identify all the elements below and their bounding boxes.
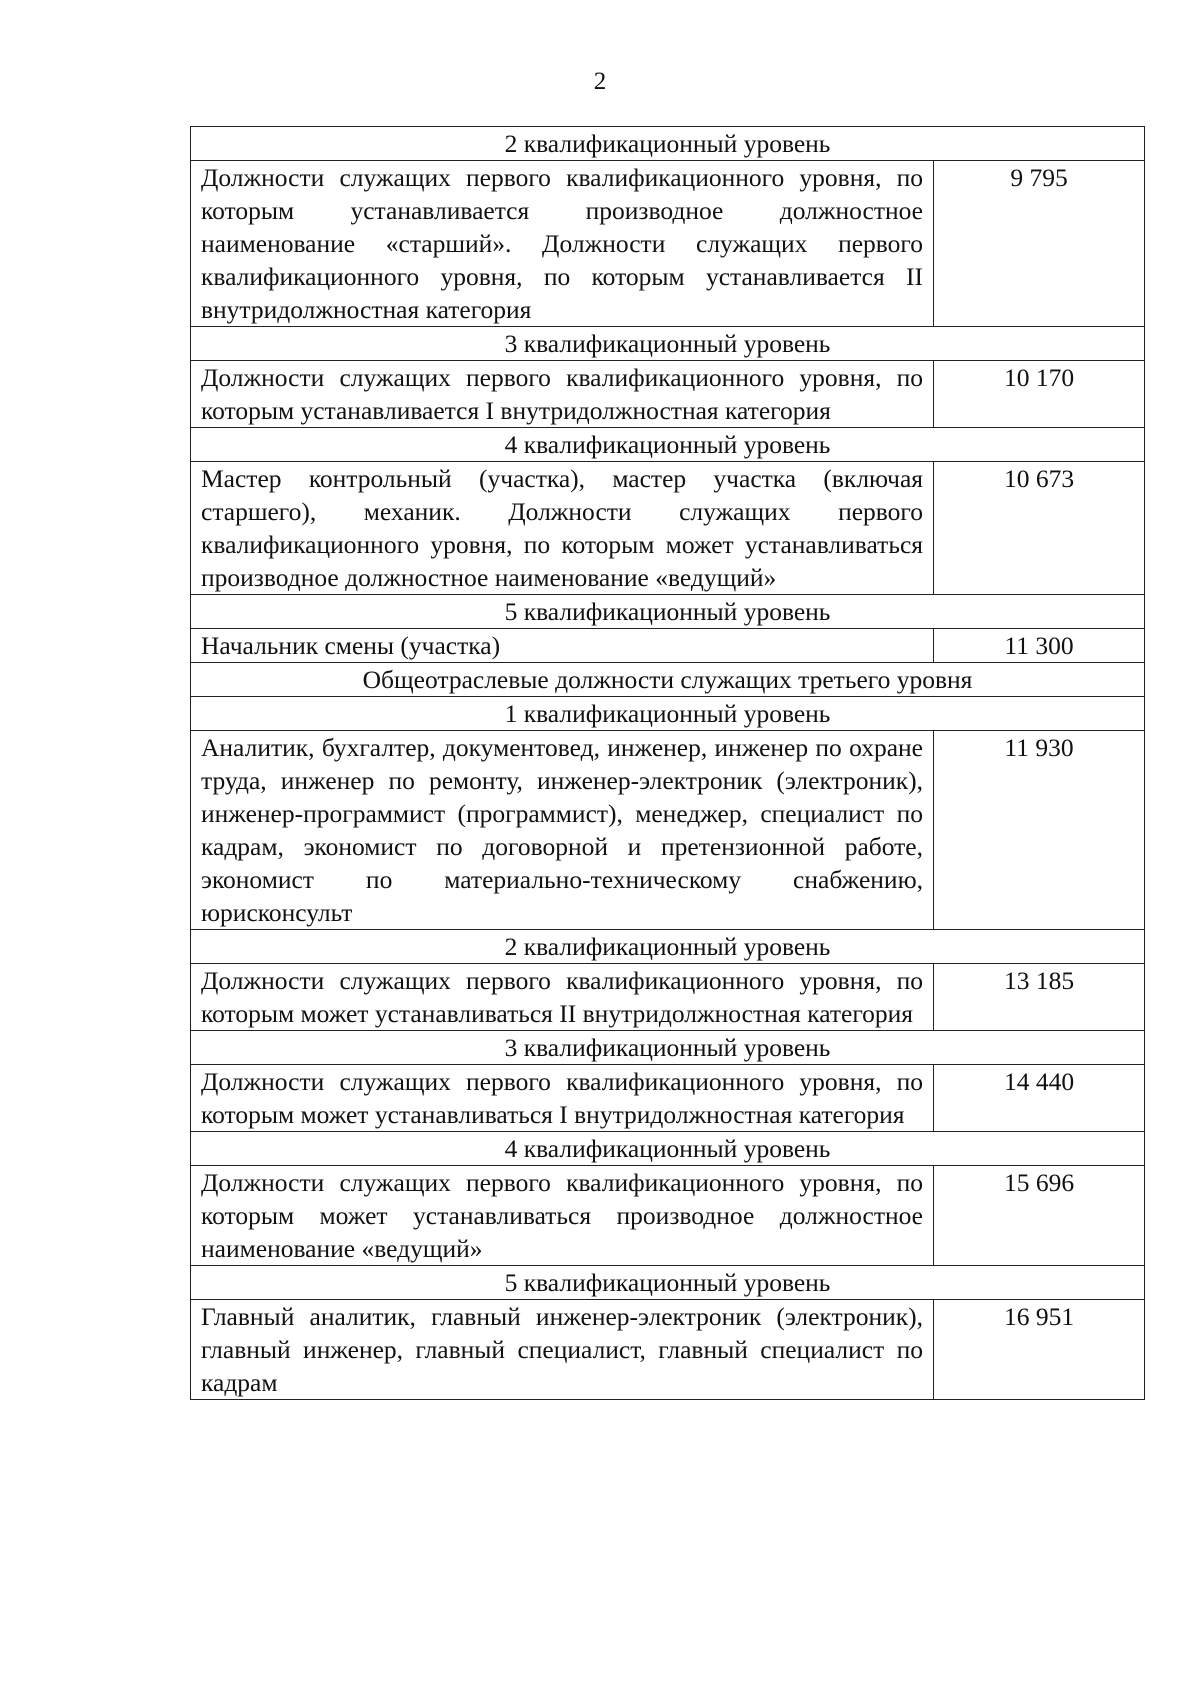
level-row xyxy=(191,1266,1145,1300)
level-heading: 1 квалификационный уровень xyxy=(191,697,1145,731)
salary-value: 10 673 xyxy=(934,462,1145,595)
position-description: Главный аналитик, главный инженер-электроник (электроник), главный инженер, главный специалист, главный специалист по кадрам xyxy=(191,1300,934,1400)
table-row xyxy=(191,1300,1145,1400)
level-row xyxy=(191,327,1145,361)
position-description: Должности служащих первого квалификационного уровня, по которым может устанавливаться производное должностное наименование «ведущий» xyxy=(191,1166,934,1266)
level-heading: 2 квалификационный уровень xyxy=(191,127,1145,161)
table-row xyxy=(191,361,1145,428)
table-row xyxy=(191,629,1145,663)
position-description: Должности служащих первого квалификационного уровня, по которым устанавливается I внутридолжностная категория xyxy=(191,361,934,428)
table-row xyxy=(191,161,1145,327)
level-heading: 4 квалификационный уровень xyxy=(191,1132,1145,1166)
salary-value: 13 185 xyxy=(934,964,1145,1031)
position-description: Начальник смены (участка) xyxy=(191,629,934,663)
level-heading: 5 квалификационный уровень xyxy=(191,1266,1145,1300)
salary-value: 11 930 xyxy=(934,731,1145,930)
level-heading: 2 квалификационный уровень xyxy=(191,930,1145,964)
position-description: Должности служащих первого квалификационного уровня, по которым может устанавливаться II внутридолжностная категория xyxy=(191,964,934,1031)
level-row xyxy=(191,127,1145,161)
salary-value: 11 300 xyxy=(934,629,1145,663)
table-body xyxy=(191,127,1145,1400)
position-description: Должности служащих первого квалификационного уровня, по которым устанавливается производное должностное наименование «старший». Должности служащих первого квалификационного уровня, по которым устанавливается II внутридолжностная категория xyxy=(191,161,934,327)
level-row xyxy=(191,697,1145,731)
position-description: Должности служащих первого квалификационного уровня, по которым может устанавливаться I внутридолжностная категория xyxy=(191,1065,934,1132)
table-row xyxy=(191,1166,1145,1266)
level-row xyxy=(191,1031,1145,1065)
table-row xyxy=(191,1065,1145,1132)
level-row xyxy=(191,595,1145,629)
level-heading: 3 квалификационный уровень xyxy=(191,1031,1145,1065)
salary-value: 14 440 xyxy=(934,1065,1145,1132)
level-heading: 3 квалификационный уровень xyxy=(191,327,1145,361)
level-row xyxy=(191,930,1145,964)
level-heading: 5 квалификационный уровень xyxy=(191,595,1145,629)
page-number: 2 xyxy=(593,68,607,95)
position-description: Аналитик, бухгалтер, документовед, инженер, инженер по охране труда, инженер по ремонту, инженер-электроник (электроник), инженер-программист (программист), менеджер, специалист по кадрам, экономист по договорной и претензионной работе, экономист по материально-техническому снабжению, юрисконсульт xyxy=(191,731,934,930)
salary-value: 16 951 xyxy=(934,1300,1145,1400)
level-row xyxy=(191,428,1145,462)
salary-value: 9 795 xyxy=(934,161,1145,327)
salary-value: 10 170 xyxy=(934,361,1145,428)
position-description: Мастер контрольный (участка), мастер участка (включая старшего), механик. Должности служащих первого квалификационного уровня, по которым может устанавливаться производное должностное наименование «ведущий» xyxy=(191,462,934,595)
level-heading: 4 квалификационный уровень xyxy=(191,428,1145,462)
table-row xyxy=(191,731,1145,930)
table-row xyxy=(191,462,1145,595)
salary-value: 15 696 xyxy=(934,1166,1145,1266)
group-row xyxy=(191,663,1145,697)
table-row xyxy=(191,964,1145,1031)
group-heading: Общеотраслевые должности служащих третьего уровня xyxy=(191,663,1145,697)
level-row xyxy=(191,1132,1145,1166)
salary-table xyxy=(190,126,1145,1400)
